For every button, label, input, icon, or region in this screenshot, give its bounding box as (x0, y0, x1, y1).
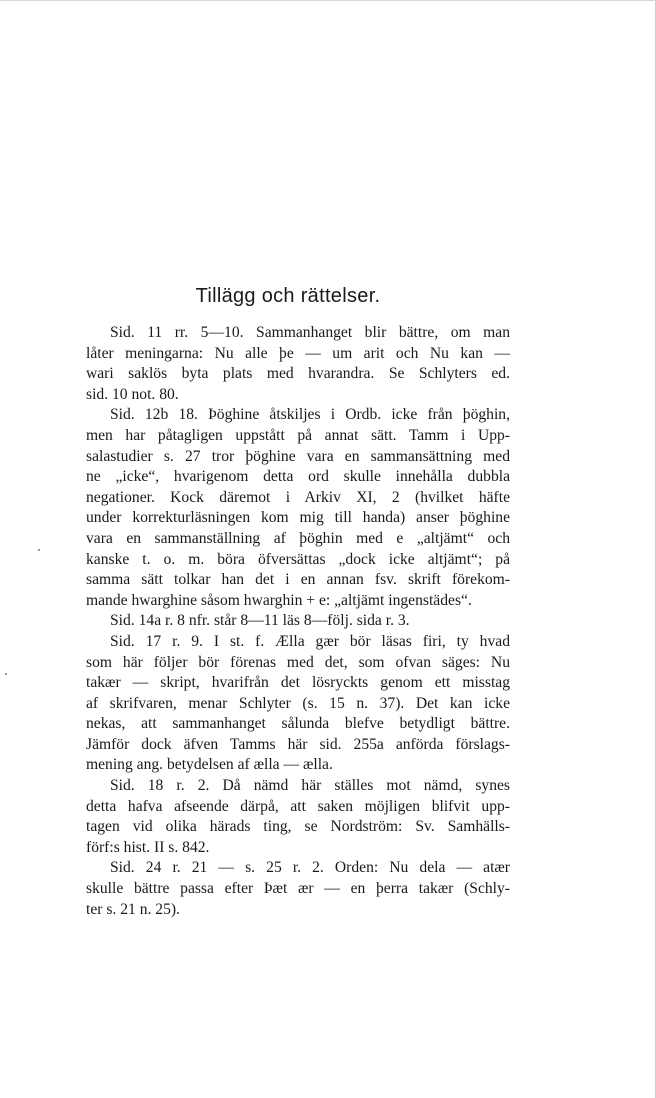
paragraph (86, 611, 510, 632)
paragraph (86, 405, 510, 611)
text-line: under korrekturläsningen kom mig till handa) anser þöghine (86, 509, 510, 527)
text-line: vara en sammanställning af þöghin med e „altjämt“ och (86, 529, 510, 547)
paragraph (86, 632, 510, 776)
page-title: Tillägg och rättelser. (195, 285, 381, 307)
text-line: takær — skript, hvarifrån det lösryckts genom ett misstag (86, 674, 510, 692)
paragraph (86, 858, 510, 920)
text-line: Sid. 17 r. 9. I st. f. Ælla gær bör läsas firi, ty hvad (110, 632, 510, 650)
text-line: mening ang. betydelsen af ælla — ælla. (86, 756, 333, 774)
text-line: sid. 10 not. 80. (86, 385, 179, 403)
scan-speck (38, 549, 40, 551)
text-line: kanske t. o. m. böra öfversättas „dock icke altjämt“; på (86, 550, 510, 568)
text-line: samma sätt tolkar han det i en annan fsv. skrift förekom- (86, 571, 510, 589)
text-line: wari saklös byta plats med hvarandra. Se Schlyters ed. (86, 365, 510, 383)
text-line: ter s. 21 n. 25). (86, 900, 180, 918)
text-line: mande hwarghine såsom hwarghin + e: „altjämt ingenstädes“. (86, 591, 472, 609)
text-line: Sid. 18 r. 2. Då nämd här ställes mot nämd, synes (110, 777, 510, 795)
text-line: men har påtagligen uppstått på annat sätt. Tamm i Upp- (86, 426, 510, 444)
corrections-text (86, 323, 510, 920)
text-line: af skrifvaren, menar Schlyter (s. 15 n. 37). Det kan icke (86, 694, 510, 712)
text-line: tagen vid olika härads ting, se Nordström: Sv. Samhälls- (86, 818, 510, 836)
text-line: som här följer bör förenas med det, som ofvan säges: Nu (86, 653, 510, 671)
text-line: negationer. Kock däremot i Arkiv XI, 2 (hvilket häfte (86, 488, 510, 506)
text-line: Sid. 24 r. 21 — s. 25 r. 2. Orden: Nu dela — atær (110, 859, 510, 877)
paragraph (86, 323, 510, 405)
text-line: detta hafva afseende därpå, att saken möjligen blifvit upp- (86, 797, 510, 815)
text-line: Sid. 14a r. 8 nfr. står 8—11 läs 8—följ. sida r. 3. (110, 612, 410, 630)
text-line: salastudier s. 27 tror þöghine vara en sammansättning med (86, 447, 510, 465)
text-line: nekas, att sammanhanget sålunda blefve betydligt bättre. (86, 715, 510, 733)
text-line: Sid. 11 rr. 5—10. Sammanhanget blir bättre, om man (110, 324, 510, 341)
paragraph (86, 776, 510, 858)
text-line: ne „icke“, hvarigenom detta ord skulle innehålla dubbla (86, 468, 510, 486)
scan-speck (5, 673, 7, 675)
text-line: förf:s hist. II s. 842. (86, 838, 210, 856)
text-line: skulle bättre passa efter Þæt ær — en þerra takær (Schly- (86, 880, 510, 898)
text-line: låter meningarna: Nu alle þe — um arit och Nu kan — (86, 344, 510, 362)
text-line: Sid. 12b 18. Þöghine åtskiljes i Ordb. icke från þöghin, (110, 406, 510, 424)
text-line: Jämför dock äfven Tamms här sid. 255a anförda förslags- (86, 735, 510, 753)
